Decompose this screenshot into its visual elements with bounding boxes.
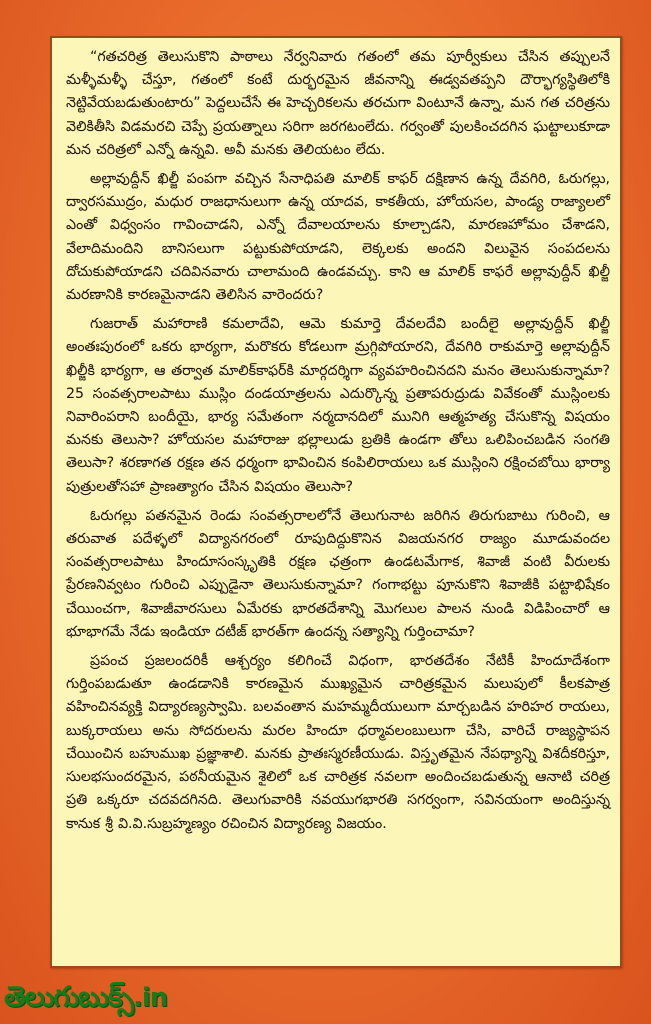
paragraph-5: ప్రపంచ ప్రజలందరికీ ఆశ్చర్యం కలిగించే విధంగా, భారతదేశం నేటికీ హిందూదేశంగా గుర్తింపబడుతూ ఉండడానికి కారణమైన ముఖ్యమైన చారిత్రకమైన మలుపులో కీలకపాత్ర వహించినవ్యక్తి విద్యారణ్యస్వామి. బలవంతాన మహమ్మదీయులుగా మార్చబడిన హరిహర రాయలు, బుక్కరాయలు అను సోదరులను మరల హిందూ ధర్మావలంబులుగా చేసి, వారిచే రాజ్యస్థాపన చేయించిన బహుముఖ ప్రజ్ఞాశాలి. మనకు ప్రాతఃస్మరణీయుడు. విస్తృతమైన నేపథ్యాన్ని విశదీకరిస్తూ, సులభసుందరమైన, పఠనీయమైన శైలిలో ఒక చారిత్రక నవలగా అందించబడుతున్న ఆనాటి చరిత్ర ప్రతి ఒక్కరూ చదవదగినది. తెలుగువారికి నవయుగభారతి సగర్వంగా, సవినయంగా అందిస్తున్న కానుక శ్రీ వి.వి.సుబ్రహ్మణ్యం రచించిన విద్యారణ్య విజయం.: [66, 653, 610, 832]
paragraph-1: “గతచరిత్ర తెలుసుకొని పాఠాలు నేర్వనివారు గతంలో తమ పూర్వీకులు చేసిన తప్పులనే మళ్ళీమళ్ళీ చేస్తూ, గతంలో కంటే దుర్భరమైన జీవనాన్ని ఈడ్వవతప్పని దౌర్భాగ్యస్థితిలోకి నెట్టివేయబడుతుంటారు” పెద్దలుచేసే ఈ హెచ్చరికలను తరచుగా వింటూనే ఉన్నా, మన గత చరిత్రను వెలికితీసి విడమరచి చెప్పే ప్రయత్నాలు సరిగా జరగటంలేదు. గర్వంతో పులకించదగిన ఘట్టాలుకూడా మన చరిత్రలో ఎన్నో ఉన్నవి. అవీ మనకు తెలియటం లేదు.: [66, 49, 610, 158]
watermark-name: తెలుగుబుక్స్: [4, 980, 134, 1013]
paragraph-2: అల్లావుద్దీన్ ఖిల్జీ పంపగా వచ్చిన సేనాధిపతి మాలిక్ కాఫర్ దక్షిణాన ఉన్న దేవగిరి, ఓరుగల్లు, ద్వారసముద్రం, మధుర రాజధానులుగా ఉన్న యాదవ, కాకతీయ, హోయసల, పాండ్య రాజ్యాలలో ఎంతో విధ్వంసం గావించాడని, ఎన్నో దేవాలయాలను కూల్చాడని, మారణహోమం చేశాడని, వేలాదిమందిని బానిసలుగా పట్టుకుపోయాడని, లెక్కలకు అందని విలువైన సంపదలను దోచుకుపోయాడని చదివినవారు చాలామంది ఉండవచ్చు. కాని ఆ మాలిక్ కాఫరే అల్లావుద్దీన్ ఖిల్జీ మరణానికి కారణమైనాడని తెలిసిన వారెందరు?: [66, 171, 610, 304]
back-cover-text-panel: [50, 36, 622, 968]
site-watermark-logo: [4, 980, 167, 1020]
watermark-domain-suffix: .in: [133, 983, 168, 1013]
paragraph-3: గుజరాత్ మహారాణి కమలాదేవి, ఆమె కుమార్తె దేవలదేవి బందీలై అల్లావుద్దీన్ ఖిల్జీ అంతఃపురంలో ఒకరు భార్యగా, మరొకరు కోడలుగా మ్రగ్గిపోయారని, దేవగిరి రాకుమార్తె అల్లావుద్దీన్ ఖిల్జీకి భార్యగా, ఆ తర్వాత మాలిక్‌కాఫర్‌కి మార్గదర్శిగా వ్యవహరించినదని మనం తెలుసుకున్నామా? 25 సంవత్సరాలపాటు ముస్లిం దండయాత్రలను ఎదుర్కొన్న ప్రతాపరుద్రుడు వివేకంతో ముస్లింలకు నివారింపరాని బందీయై, భార్య సమేతంగా నర్మదానదిలో మునిగి ఆత్మహత్య చేసుకొన్న విషయం మనకు తెలుసా? హోయసల మహారాజు భల్లాలుడు బ్రతికి ఉండగా తోలు ఒలిపించబడిన సంగతి తెలుసా? శరణాగత రక్షణ తన ధర్మంగా భావించిన కంపిలిరాయలు ఒక ముస్లింని రక్షించబోయి భార్యా పుత్రులతోసహా ప్రాణత్యాగం చేసిన విషయం తెలుసా?: [66, 316, 610, 495]
paragraph-4: ఓరుగల్లు పతనమైన రెండు సంవత్సరాలలోనే తెలుగునాట జరిగిన తిరుగుబాటు గురించి, ఆ తరువాత పదేళ్ళలో విద్యానగరంలో రూపుదిద్దుకొనిన విజయనగర రాజ్యం మూడువందల సంవత్సరాలపాటు హిందూసంస్కృతికి రక్షణ ఛత్రంగా ఉండటమేగాక, శివాజీ వంటి వీరులకు ప్రేరణనివ్వటం గురించి ఎప్పుడైనా తెలుసుకున్నామా? గంగాభట్టు పూనుకొని శివాజీకి పట్టాభిషేకం చేయించగా, శివాజీవారసులు ఏమేరకు భారతదేశాన్ని మొగలుల పాలన నుండి విడిపించారో ఆ భూభాగమే నేడు ఇండియా దటీజ్ భారత్‌గా ఉందన్న సత్యాన్ని గుర్తించామా?: [66, 507, 610, 640]
